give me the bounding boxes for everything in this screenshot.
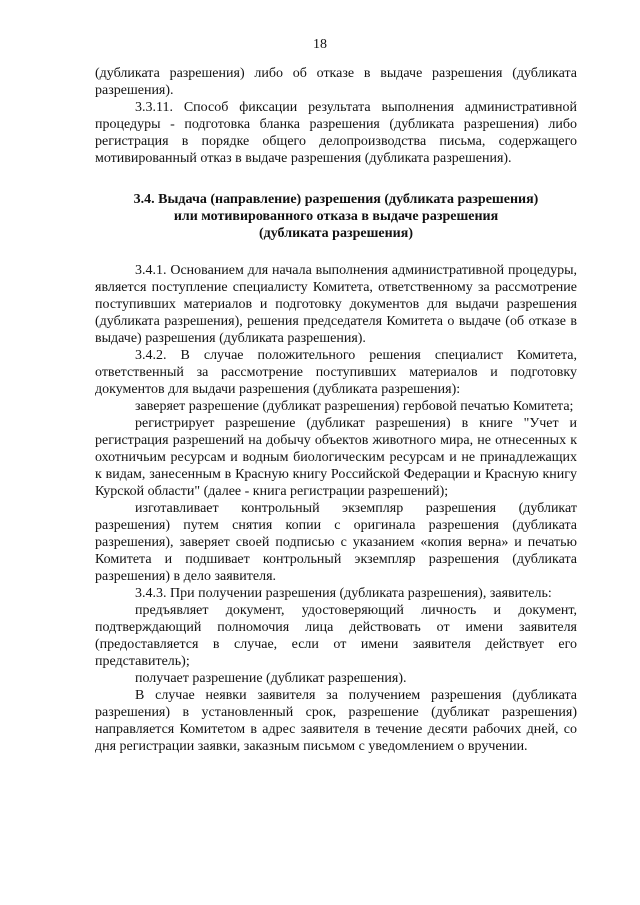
- section-heading-3-4: [95, 191, 577, 242]
- paragraph-no-show: В случае неявки заявителя за получением разрешения (дубликата разрешения) в установленный срок, разрешение (дубликат разрешения) направляется Комитетом в адрес заявителя в течение десяти рабочих дней, со дня регистрации заявки, заказным письмом с уведомлением о вручении.: [95, 688, 577, 754]
- page-number: 18: [313, 37, 327, 52]
- list-item-receive: получает разрешение (дубликат разрешения).: [135, 671, 407, 686]
- paragraph-continuation: (дубликата разрешения) либо об отказе в выдаче разрешения (дубликата разрешения).: [95, 66, 577, 98]
- paragraph-3-4-1: 3.4.1. Основанием для начала выполнения административной процедуры, является поступление специалисту Комитета, ответственному за рассмотрение поступивших материалов и подготовку документов для выдачи разрешения (дубликата разрешения), решения председателя Комитета о выдаче (об отказе в выдаче) разрешения (дубликата разрешения).: [95, 263, 577, 346]
- list-item-stamp: заверяет разрешение (дубликат разрешения) гербовой печатью Комитета;: [135, 399, 574, 414]
- list-item-control-copy: изготавливает контрольный экземпляр разрешения (дубликат разрешения) путем снятия копии с оригинала разрешения (дубликата разрешения), заверяет своей подписью с указанием «копия верна» и печатью Комитета и подшивает контрольный экземпляр разрешения (дубликата разрешения) в дело заявителя.: [95, 501, 577, 584]
- paragraph-3-3-11: 3.3.11. Способ фиксации результата выполнения административной процедуры - подготовка бланка разрешения (дубликата разрешения) либо регистрация в порядке общего делопроизводства письма, содержащего мотивированный отказ в выдаче разрешения (дубликата разрешения).: [95, 100, 577, 166]
- paragraph-3-4-3: 3.4.3. При получении разрешения (дубликата разрешения), заявитель:: [135, 586, 552, 601]
- list-item-register: регистрирует разрешение (дубликат разрешения) в книге "Учет и регистрация разрешений на добычу объектов животного мира, не отнесенных к охотничьим ресурсам и водным биологическим ресурсам и не принадлежащих к видам, занесенным в Красную книгу Российской Федерации и Красную книгу Курской области" (далее - книга регистрации разрешений);: [95, 416, 577, 499]
- paragraph-3-4-2: 3.4.2. В случае положительного решения специалист Комитета, ответственный за рассмотрение поступивших материалов и подготовку документов для выдачи разрешения (дубликата разрешения):: [95, 348, 577, 397]
- list-item-identity: предъявляет документ, удостоверяющий личность и документ, подтверждающий полномочия лица действовать от имени заявителя (предоставляется в случае, если от имени заявителя действует его представитель);: [95, 603, 577, 669]
- document-body: [95, 65, 577, 755]
- section-heading-line: 3.4. Выдача (направление) разрешения (дубликата разрешения): [133, 192, 539, 207]
- section-heading-line: или мотивированного отказа в выдаче разрешения: [173, 209, 499, 224]
- section-heading-line: (дубликата разрешения): [259, 226, 413, 241]
